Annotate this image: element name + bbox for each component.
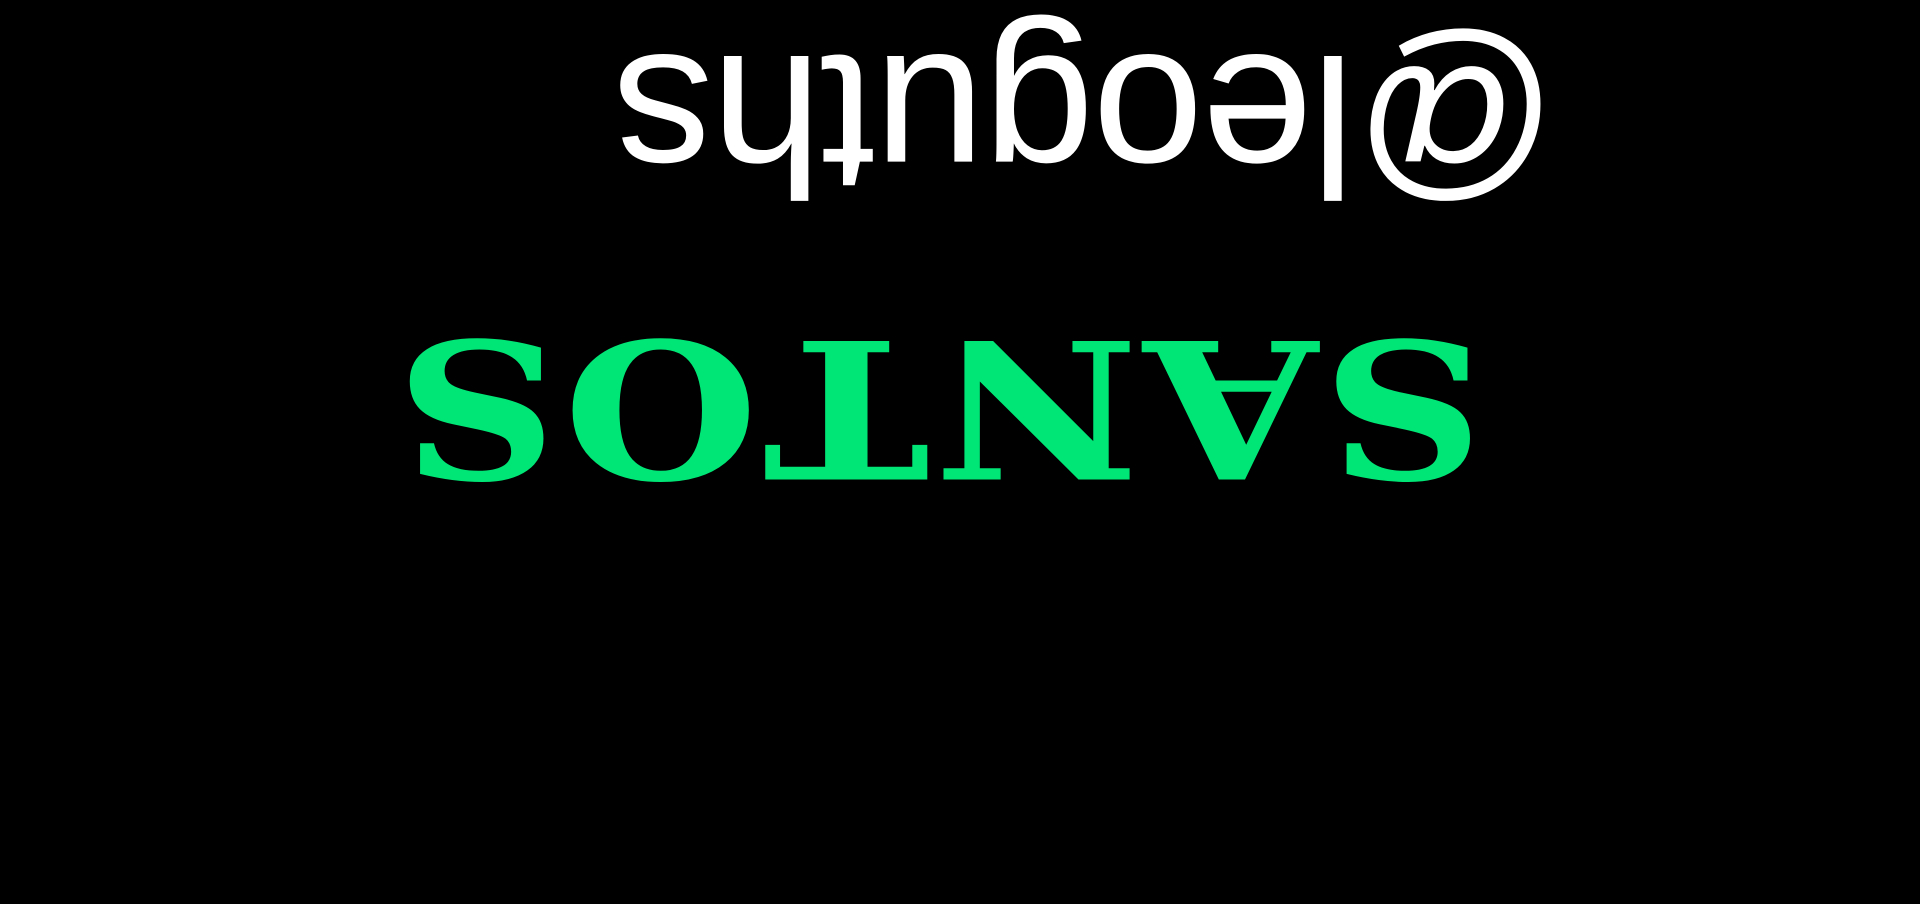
name-wordmark: SANTOS bbox=[392, 296, 1486, 519]
social-handle: @leoguths bbox=[615, 13, 1557, 236]
